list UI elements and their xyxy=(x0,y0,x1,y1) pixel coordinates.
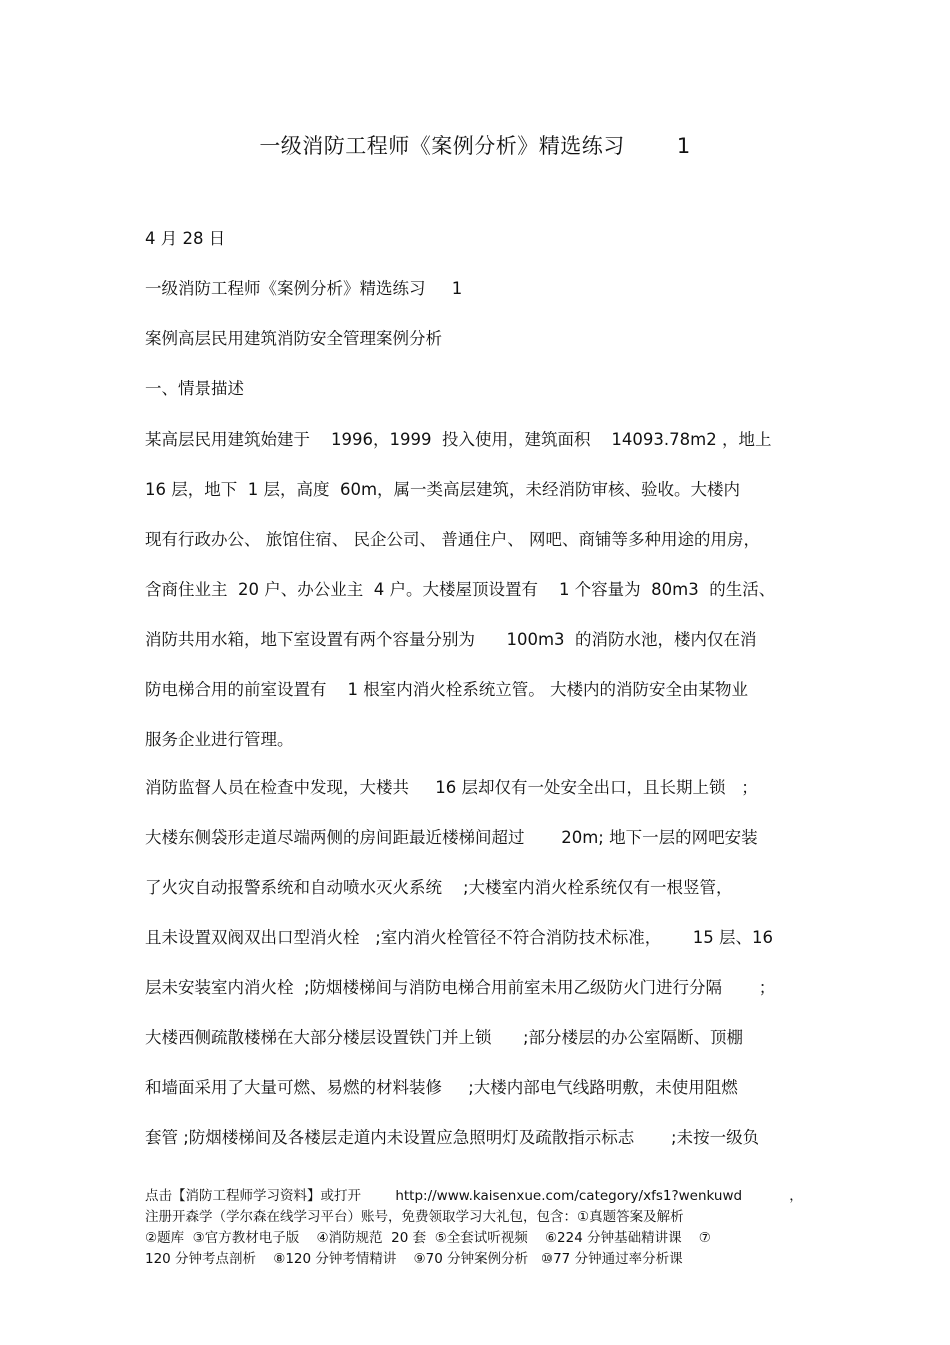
subtitle-line: 一级消防工程师《案例分析》精选练习 1 xyxy=(145,279,463,298)
footer-link-line[interactable]: 点击【消防工程师学习资料】或打开 http://www.kaisenxue.com/category/xfs1?wenkuwd ， xyxy=(145,1188,803,1204)
footer-line: 注册开森学（学尔森在线学习平台）账号，免费领取学习大礼包，包含：①真题答案及解析 xyxy=(145,1209,684,1225)
paragraph-line: 服务企业进行管理。 xyxy=(145,730,294,749)
paragraph-line: 且未设置双阀双出口型消火栓 ;室内消火栓管径不符合消防技术标准， 15 层、16 xyxy=(145,928,773,947)
section-heading: 一、情景描述 xyxy=(145,379,244,398)
footer-line: ②题库 ③官方教材电子版 ④消防规范 20 套 ⑤全套试听视频 ⑥224 分钟基础精讲课 ⑦ xyxy=(145,1230,711,1246)
paragraph-line: 现有行政办公、 旅馆住宿、 民企公司、 普通住户、 网吧、商铺等多种用途的用房， xyxy=(145,530,760,549)
date-line: 4 月 28 日 xyxy=(145,229,226,248)
paragraph-line: 某高层民用建筑始建于 1996，1999 投入使用，建筑面积 14093.78m2 ，地上 xyxy=(145,430,772,449)
paragraph-line: 套管 ;防烟楼梯间及各楼层走道内未设置应急照明灯及疏散指示标志 ;未按一级负 xyxy=(145,1128,760,1147)
paragraph-line: 16 层，地下 1 层，高度 60m，属一类高层建筑，未经消防审核、验收。大楼内 xyxy=(145,480,741,499)
paragraph-line: 大楼西侧疏散楼梯在大部分楼层设置铁门并上锁 ;部分楼层的办公室隔断、顶棚 xyxy=(145,1028,744,1047)
paragraph-line: 含商住业主 20 户、办公业主 4 户。大楼屋顶设置有 1 个容量为 80m3 的生活、 xyxy=(145,580,776,599)
case-heading: 案例高层民用建筑消防安全管理案例分析 xyxy=(145,329,442,348)
paragraph-line: 了火灾自动报警系统和自动喷水灭火系统 ;大楼室内消火栓系统仅有一根竖管， xyxy=(145,878,733,897)
title-text: 一级消防工程师《案例分析》精选练习 xyxy=(259,134,625,158)
paragraph-line: 消防监督人员在检查中发现，大楼共 16 层却仅有一处安全出口，且长期上锁 ； xyxy=(145,778,758,797)
title-number: 1 xyxy=(676,134,691,158)
footer-line: 120 分钟考点剖析 ⑧120 分钟考情精讲 ⑨70 分钟案例分析 ⑩77 分钟通过率分析课 xyxy=(145,1251,683,1267)
document-title xyxy=(0,130,950,160)
paragraph-line: 防电梯合用的前室设置有 1 根室内消火栓系统立管。 大楼内的消防安全由某物业 xyxy=(145,680,748,699)
paragraph-line: 消防共用水箱，地下室设置有两个容量分别为 100m3 的消防水池，楼内仅在消 xyxy=(145,630,757,649)
paragraph-line: 层未安装室内消火栓 ;防烟楼梯间与消防电梯合用前室未用乙级防火门进行分隔 ； xyxy=(145,978,776,997)
paragraph-line: 大楼东侧袋形走道尽端两侧的房间距最近楼梯间超过 20m; 地下一层的网吧安装 xyxy=(145,828,758,847)
paragraph-line: 和墙面采用了大量可燃、易燃的材料装修 ;大楼内部电气线路明敷，未使用阻燃 xyxy=(145,1078,738,1097)
